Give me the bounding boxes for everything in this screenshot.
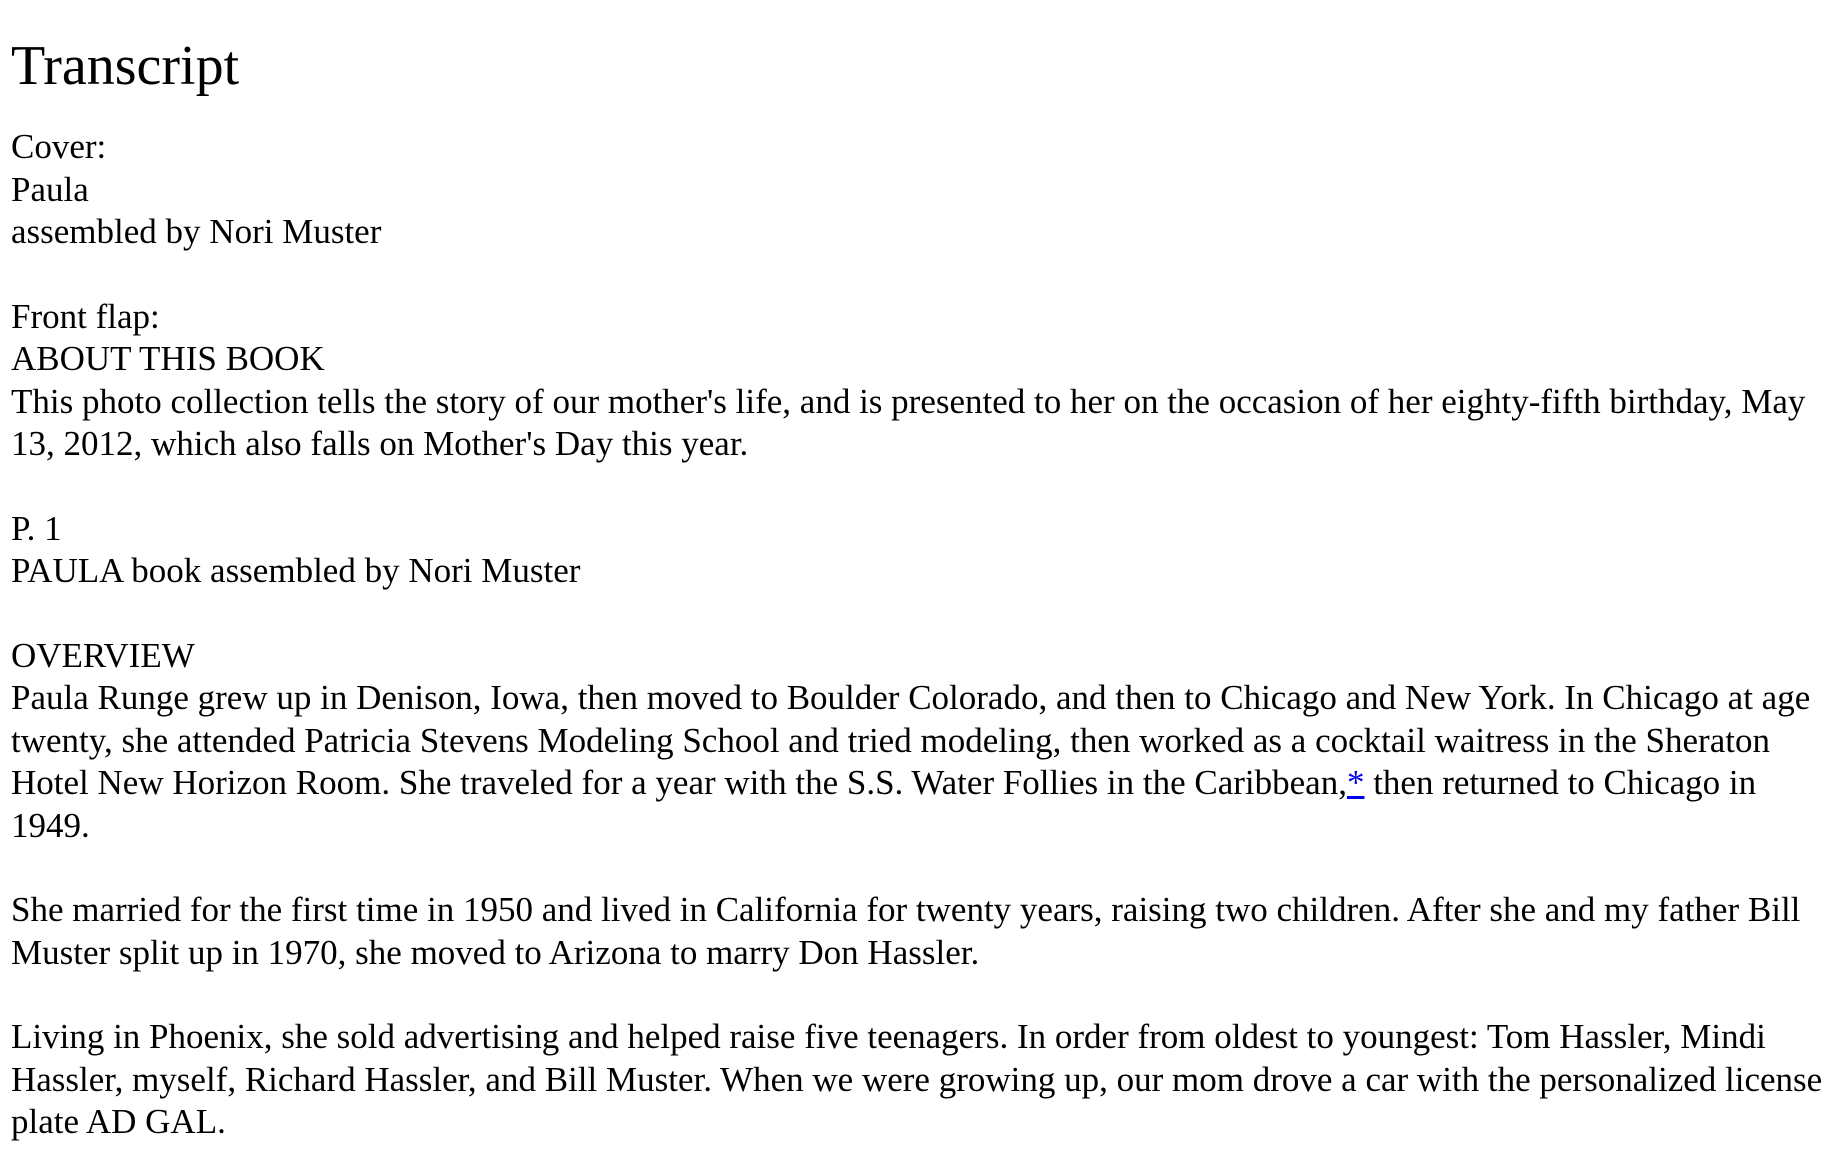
overview-paragraph-3: Living in Phoenix, she sold advertising and helped raise five teenagers. In order from oldest to youngest: Tom Hassler, Mindi Hassler, myself, Richard Hassler, and Bill Muster. When we were growing up, our mom drove a car with the personalized license plate AD GAL. [11,1017,1823,1142]
page-title: Transcript [11,35,240,97]
page-one-title: PAULA book assembled by Nori Muster [11,551,581,591]
page-one-section [11,508,1836,593]
cover-name: Paula [11,169,89,209]
overview-text-part-1: Paula Runge grew up in Denison, Iowa, then moved to Boulder Colorado, and then to Chicago and New York. In Chicago at age twenty, she attended Patricia Stevens Modeling School and tried modeling, then worked as a cocktail waitress in the Sheraton Hotel New Horizon Room. She traveled for a year with the S.S. Water Follies in the Caribbean, [11,678,1811,803]
overview-text-part-2: then returned to Chicago in 1949. [11,763,1757,845]
overview-paragraph-2: She married for the first time in 1950 and lived in California for twenty years, raising two children. After she and my father Bill Muster split up in 1970, she moved to Arizona to marry Don Hassler. [11,890,1801,972]
overview-heading: OVERVIEW [11,635,195,675]
front-flap-heading: ABOUT THIS BOOK [11,339,325,379]
front-flap-label: Front flap: [11,296,160,336]
cover-byline: assembled by Nori Muster [11,212,382,252]
cover-section [11,126,1836,254]
front-flap-section [11,296,1836,466]
cover-label: Cover: [11,127,107,167]
front-flap-text: This photo collection tells the story of our mother's life, and is presented to her on the occasion of her eighty-fifth birthday, May 13, 2012, which also falls on Mother's Day this year. [11,381,1806,464]
page-one-label: P. 1 [11,508,62,548]
footnote-link[interactable]: * [1346,763,1365,803]
overview-paragraph-1 [11,635,1836,848]
